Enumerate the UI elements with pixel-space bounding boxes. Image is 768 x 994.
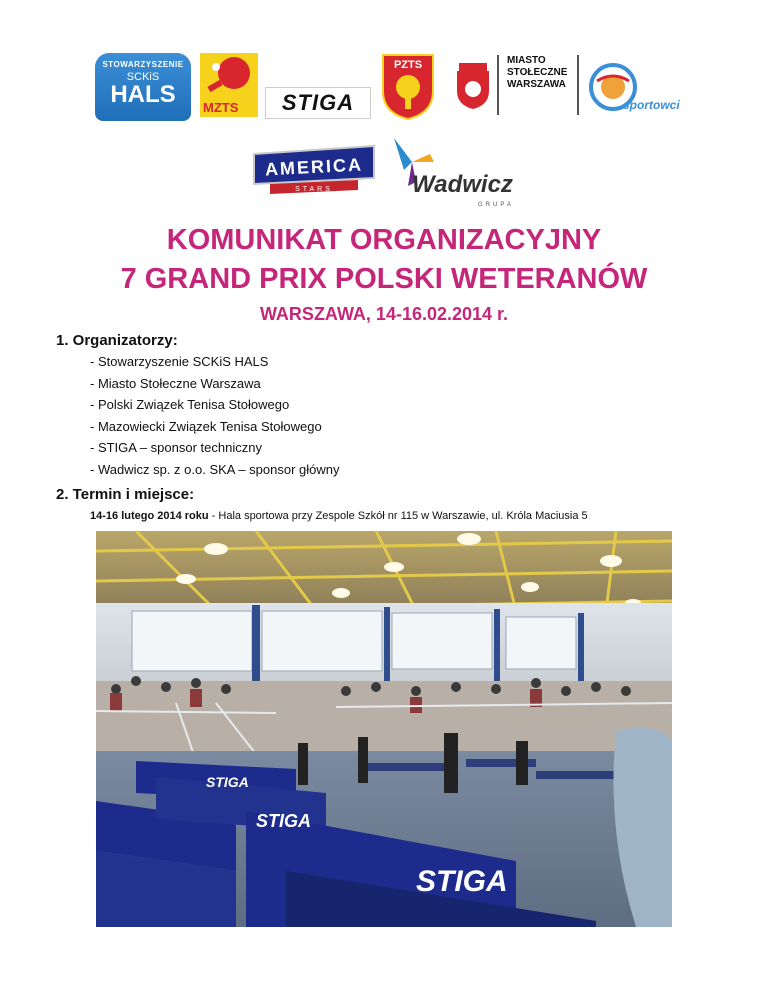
term-heading: 2. Termin i miejsce: [56,486,195,503]
sports-hall-photo [96,531,672,927]
sponsor-logos-row-1 [95,47,680,123]
wadwicz-logo-text: Wadwicz [412,171,513,198]
warszawa-crest-icon [453,61,493,111]
america-stars-logo [250,144,378,194]
sportowcy-logo-text: sportowci [623,98,680,112]
warszawa-logo-text [497,55,587,115]
sponsor-logos-row-2 [250,132,520,212]
organizer-item: - STIGA – sponsor techniczny [90,440,262,455]
barrier-stiga-text: STIGA [256,811,312,831]
mzts-logo [200,53,258,117]
document-title: KOMUNIKAT ORGANIZACYJNY [166,224,602,256]
pzts-logo-text: PZTS [393,59,423,71]
logo-divider [577,55,579,115]
event-title: 7 GRAND PRIX POLSKI WETERANÓW [120,263,648,295]
organizer-item: - Polski Związek Tenisa Stołowego [90,397,290,412]
america-logo-sub: STARS [295,186,333,193]
wadwicz-logo [390,132,520,212]
term-details [90,510,588,522]
organizers-list [90,351,340,480]
organizer-item: - Wadwicz sp. z o.o. SKA – sponsor główny [90,461,340,477]
pzts-logo [379,51,437,121]
barrier-stiga-text: STIGA [416,865,508,898]
event-date-location: WARSZAWA, 14-16.02.2014 r. [259,304,509,324]
organizer-item: - Miasto Stołeczne Warszawa [90,375,261,391]
organizer-item: - Mazowiecki Związek Tenisa Stołowego [90,418,322,434]
sportowcy-logo [587,61,680,117]
hals-logo-line3: HALS [110,81,176,108]
hals-logo-line1: STOWARZYSZENIE [102,60,184,69]
term-date: 14-16 lutego 2014 roku [90,510,209,522]
warszawa-line3: WARSZAWA [507,79,566,90]
hals-logo [95,53,191,121]
stiga-logo: STIGA [265,87,371,119]
hals-logo-line2: SCKiS [126,71,160,83]
warszawa-line2: STOŁECZNE [507,67,568,78]
barrier-stiga-text: STIGA [206,774,249,790]
term-venue: - Hala sportowa przy Zespole Szkół nr 115 w Warszawie, ul. Króla Maciusia 5 [208,510,588,522]
wadwicz-logo-sub: GRUPA [478,202,514,208]
organizers-heading: 1. Organizatorzy: [56,332,178,349]
warszawa-line1: MIASTO [507,55,546,66]
organizer-item: - Stowarzyszenie SCKiS HALS [90,354,269,369]
mzts-logo-text: MZTS [203,100,239,115]
america-logo-text: AMERICA [264,154,364,180]
